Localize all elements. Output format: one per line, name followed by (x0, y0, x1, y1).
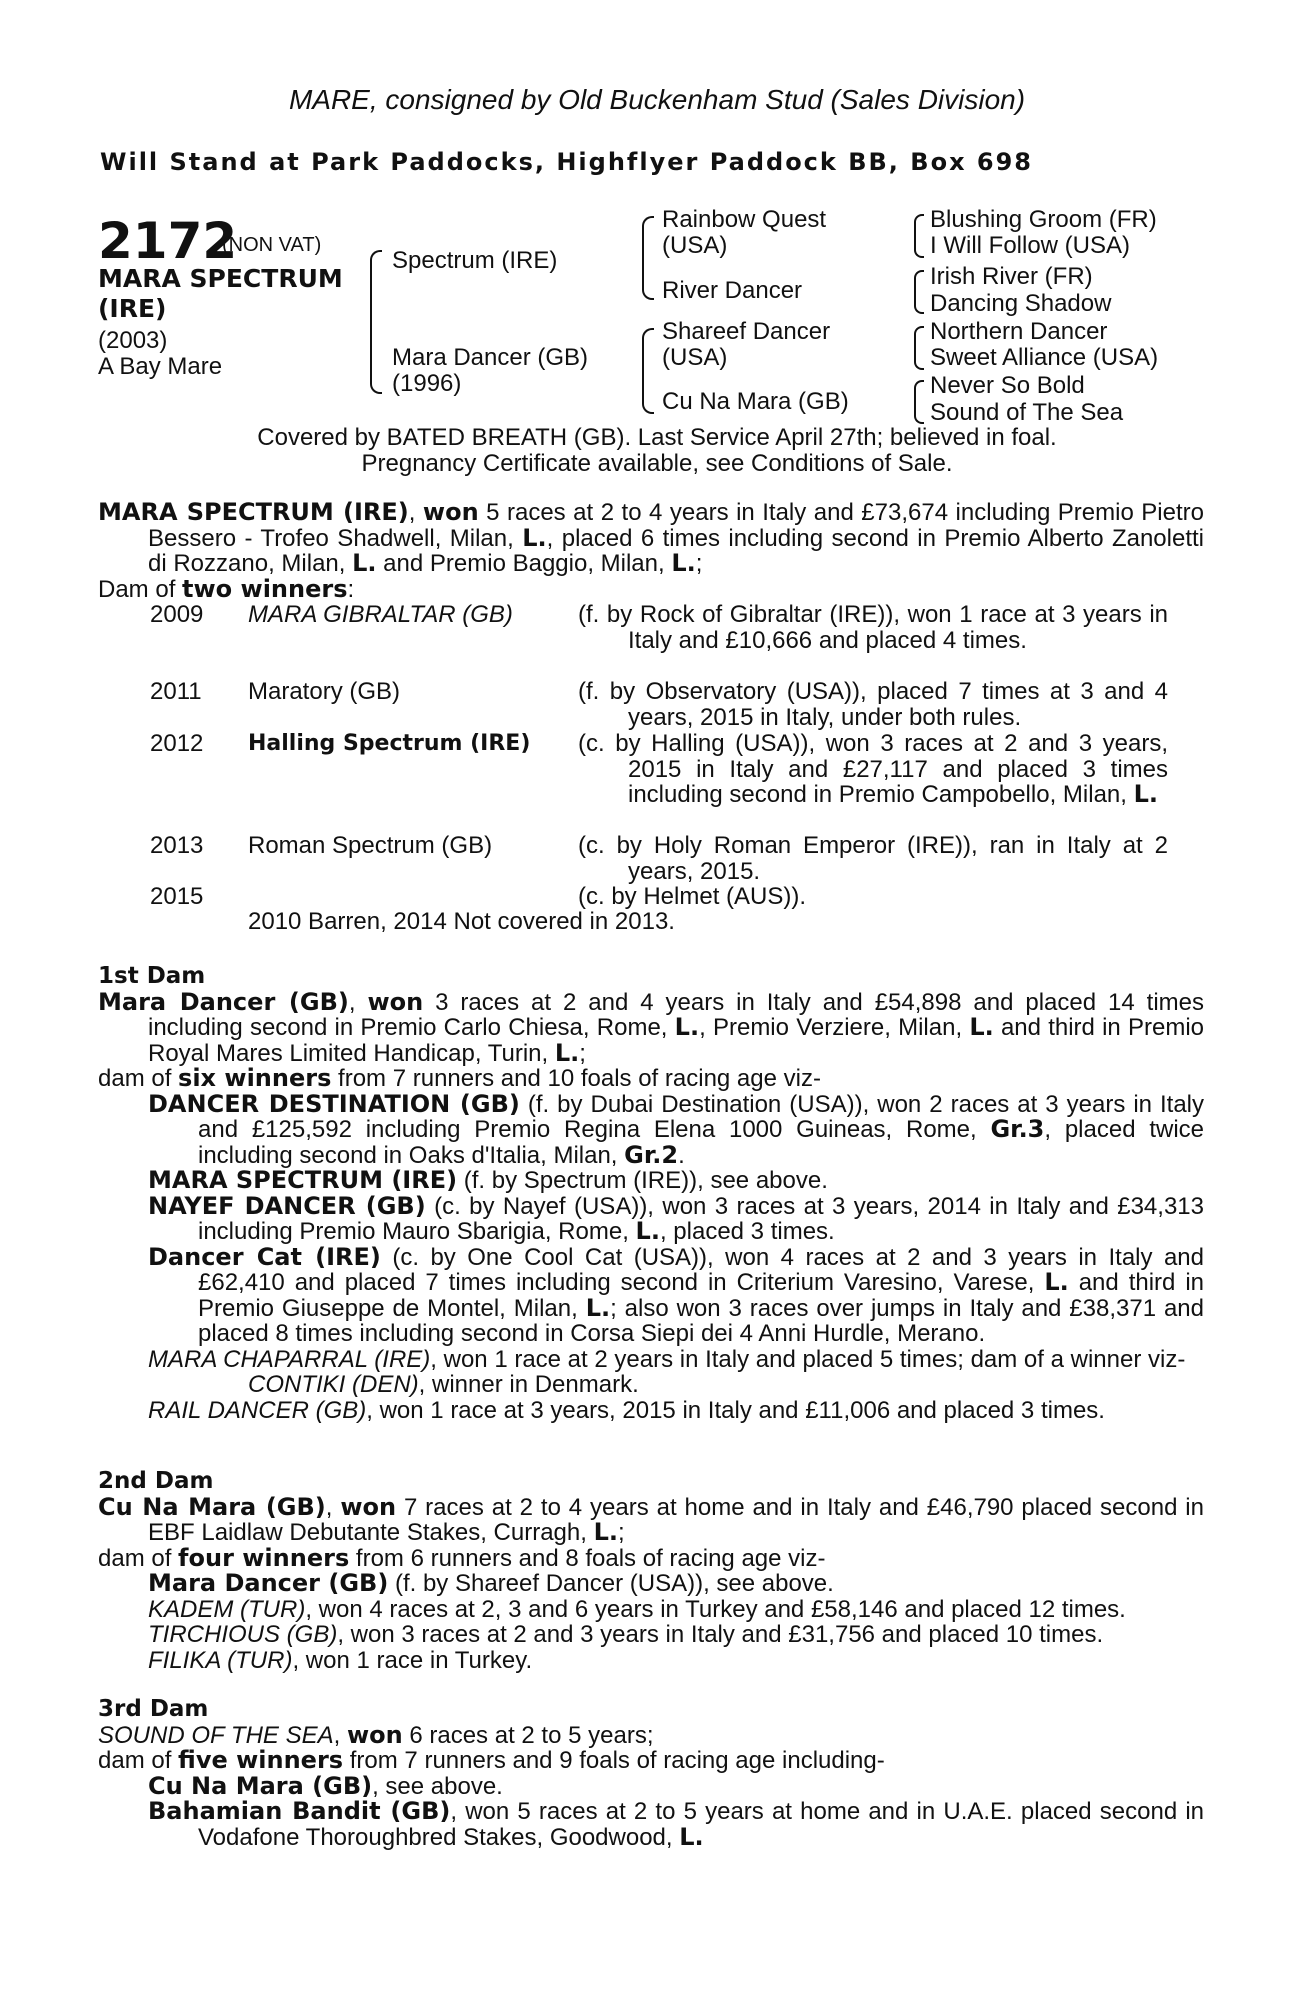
dam-text: , Premio Verziere, Milan, (699, 1014, 970, 1041)
section-heading: 3rd Dam (98, 1696, 209, 1722)
listed-marker: L. (352, 549, 377, 577)
produce-text: ; also won 3 races over jumps in Italy and £38,371 and placed 8 times including second in Corsa Siepi dei 4 Anni Hurdle, Merano. (198, 1294, 1205, 1347)
progeny-year: 2012 (150, 730, 204, 757)
listed-marker: L. (1133, 780, 1159, 808)
second-dam-produce (98, 1543, 1204, 1572)
progeny-desc: (f. by Observatory (USA)), placed 7 times at 3 and 4 years, 2015 in Italy, under both rules. (578, 678, 1168, 731)
produce-text: , placed 3 times. (659, 1218, 835, 1245)
mare-text: ; (695, 550, 703, 577)
produce-name: Dancer Cat (IRE) (148, 1242, 381, 1271)
listed-marker: L. (1044, 1268, 1069, 1296)
progeny-note: 2010 Barren, 2014 Not covered in 2013. (248, 908, 675, 935)
produce-name: Cu Na Mara (GB) (148, 1771, 373, 1800)
produce-text: (c. by Nayef (USA)), won 3 races at 3 years, 2014 in Italy and £34,313 including Premio Mauro Sbarigia, Rome, (198, 1192, 1204, 1245)
group-marker: Gr.2 (624, 1140, 679, 1169)
listed-marker: L. (674, 1013, 700, 1041)
dam-text: 3 races at 2 and 4 years in Italy and £54,898 and placed 14 times including second in Premio Carlo Chiesa, Rome, (148, 988, 1204, 1041)
progeny-desc (578, 731, 1168, 808)
progeny-desc: (c. by Helmet (AUS)). (578, 883, 807, 910)
dam-of-text: dam of (98, 1544, 179, 1572)
lot-number: 2172 (98, 212, 238, 270)
progeny-table (98, 601, 1204, 935)
mare-dam-of (98, 574, 1204, 603)
pedigree-brace-sd (914, 270, 924, 314)
dam-of-count: five winners (178, 1746, 344, 1774)
produce-text: (f. by Dubai Destination (USA)), won 2 races at 3 years in Italy and £125,592 including Premio Regina Elena 1000 Guineas, Rome, (198, 1090, 1205, 1143)
dam-text: ; (579, 1039, 586, 1067)
progeny-name: Halling Spectrum (IRE) (248, 731, 531, 756)
mare-won: won (422, 498, 479, 526)
pedigree-dam-line2: (1996) (392, 370, 462, 397)
pedigree-brace-main (370, 250, 382, 394)
progeny-year: 2013 (150, 832, 204, 859)
pedigree-dam-sire-line1: Shareef Dancer (662, 318, 831, 345)
dam-won: won (346, 1720, 403, 1749)
dam-of-text: from 6 runners and 8 foals of racing age viz- (349, 1544, 826, 1572)
produce-name: NAYEF DANCER (GB) (148, 1191, 426, 1220)
produce-text: , won 4 races at 2, 3 and 6 years in Turkey and £58,146 and placed 12 times. (305, 1595, 1126, 1623)
progeny-name: Maratory (GB) (248, 678, 401, 705)
horse-name (98, 264, 368, 324)
progeny-desc: (f. by Rock of Gibraltar (IRE)), won 1 race at 3 years in Italy and £10,666 and placed 4 times. (578, 601, 1168, 654)
pedigree-sire-sire-line2: (USA) (662, 232, 728, 259)
pedigree-dds: Never So Bold (930, 372, 1085, 399)
dam-name: Mara Dancer (GB) (98, 987, 349, 1016)
produce-text: and third in Premio Giuseppe de Montel, Milan, (198, 1269, 1205, 1322)
section-heading: 1st Dam (98, 963, 206, 989)
progeny-year: 2009 (150, 601, 204, 628)
produce-entry (98, 1799, 1204, 1850)
pedigree-sds: Irish River (FR) (930, 263, 1093, 290)
pedigree-sire-dam: River Dancer (662, 277, 803, 304)
mare-text: 5 races at 2 to 4 years in Italy and £73,674 including Premio Pietro Bessero - Trofeo Shadwell, Milan, (148, 499, 1204, 552)
vat-status: (NON VAT) (222, 234, 322, 256)
produce-name: MARA SPECTRUM (IRE) (148, 1166, 458, 1194)
produce-text: , see above. (372, 1772, 503, 1800)
listed-marker: L. (585, 1293, 611, 1322)
consignor-title: MARE, consigned by Old Buckenham Stud (Sales Division) (288, 84, 1026, 115)
second-dam-record: Cu Na Mara (GB), won 7 races at 2 to 4 years at home and in Italy and £46,790 placed second in EBF Laidlaw Debutante Stakes, Curragh, L.; (98, 1492, 1204, 1546)
pedigree-brace-dd (914, 380, 924, 424)
mare-record (98, 500, 1204, 602)
dam-of-text: dam of (98, 1747, 179, 1774)
produce-name: Bahamian Bandit (GB) (148, 1797, 451, 1825)
progeny-name: Roman Spectrum (GB) (248, 832, 493, 859)
produce-entry (98, 1089, 1205, 1169)
mare-record-paragraph: MARA SPECTRUM (IRE), won 5 races at 2 to 4 years in Italy and £73,674 including Premio Pietro Bessero - Trofeo Shadwell, Milan, L., placed 6 times including second in Premio Alberto Zanoletti di Rozzano, Milan, L. and Premio Baggio, Milan, L.; (98, 498, 1205, 577)
produce-text: , won 5 races at 2 to 5 years at home and in U.A.E. placed second in Vodafone Thoroughbred Stakes, Goodwood, (198, 1798, 1204, 1851)
third-dam-section (98, 1673, 1204, 1850)
produce-name: CONTIKI (DEN) (248, 1371, 419, 1398)
mare-text: , placed 6 times including second in Premio Alberto Zanoletti di Rozzano, Milan, (148, 524, 1205, 577)
second-dam-section (98, 1445, 1204, 1673)
produce-text: , placed twice including second in Oaks d'Italia, Milan, (198, 1116, 1205, 1169)
progeny-year: 2015 (150, 883, 204, 910)
mare-text: and Premio Baggio, Milan, (376, 550, 672, 577)
pedigree-sss: Blushing Groom (FR) (930, 206, 1157, 233)
pedigree-dsd: Sweet Alliance (USA) (930, 344, 1159, 371)
produce-entry (98, 1168, 1204, 1194)
produce-text: , won 3 races at 2 and 3 years in Italy and £31,756 and placed 10 times. (337, 1621, 1104, 1648)
dam-text: ; (618, 1519, 625, 1546)
mare-name: MARA SPECTRUM (IRE) (98, 498, 409, 526)
listed-marker: L. (635, 1217, 660, 1245)
third-dam-record: SOUND OF THE SEA, won 6 races at 2 to 5 years; (98, 1720, 654, 1749)
pedigree-ddd: Sound of The Sea (930, 399, 1124, 426)
dam-text: and third in Premio Royal Mares Limited Handicap, Turin, (148, 1014, 1204, 1067)
produce-name: RAIL DANCER (GB) (148, 1396, 367, 1424)
listed-marker: L. (554, 1038, 580, 1067)
produce-name: FILIKA (TUR) (148, 1646, 293, 1674)
pedigree-sire: Spectrum (IRE) (392, 247, 558, 274)
produce-text: . (678, 1141, 685, 1169)
dam-text: 7 races at 2 to 4 years at home and in Italy and £46,790 placed second in EBF Laidlaw Debutante Stakes, Curragh, (148, 1493, 1204, 1546)
produce-text: , won 1 race in Turkey. (292, 1646, 533, 1674)
produce-text: (f. by Spectrum (IRE)), see above. (457, 1167, 828, 1194)
produce-name: DANCER DESTINATION (GB) (148, 1089, 520, 1118)
first-dam-record: Mara Dancer (GB), won 3 races at 2 and 4 years in Italy and £54,898 and placed 14 times including second in Premio Carlo Chiesa, Rome, L., Premio Verziere, Milan, L. and third in Premio Royal Mares Limited Handicap, Turin, L.; (98, 987, 1204, 1067)
produce-entry (98, 1347, 1204, 1373)
produce-entry (98, 1622, 1204, 1648)
section-heading: 2nd Dam (98, 1468, 214, 1494)
dam-of-text: Dam of (98, 575, 183, 603)
dam-text: 6 races at 2 to 5 years; (402, 1721, 654, 1749)
pedigree-brace-ss (914, 214, 924, 258)
stand-location: Will Stand at Park Paddocks, Highflyer Paddock BB, Box 698 (100, 148, 1033, 176)
covered-by: Covered by BATED BREATH (GB). Last Service April 27th; believed in foal. (257, 424, 1057, 451)
progeny-year: 2011 (150, 678, 202, 705)
pedigree-ssd: I Will Follow (USA) (930, 232, 1131, 259)
horse-name-line1: MARA SPECTRUM (98, 264, 343, 293)
produce-entry (98, 1648, 1204, 1674)
produce-text: (f. by Shareef Dancer (USA)), see above. (388, 1570, 834, 1597)
produce-text: (c. by One Cool Cat (USA)), won 4 races at 2 and 3 years in Italy and £62,410 and placed 7 times including second in Criterium Varesino, Varese, (198, 1243, 1205, 1296)
listed-marker: L. (679, 1822, 704, 1851)
progeny-name: MARA GIBRALTAR (GB) (248, 601, 513, 628)
pedigree-sire-sire-line1: Rainbow Quest (662, 206, 827, 233)
horse-name-line2: (IRE) (98, 294, 167, 323)
foaling-year: (2003) (98, 327, 168, 354)
dam-of-text: from 7 runners and 10 foals of racing age viz- (331, 1065, 821, 1092)
dam-name: SOUND OF THE SEA (98, 1721, 334, 1749)
dam-of-text: from 7 runners and 9 foals of racing age including- (343, 1747, 885, 1774)
listed-marker: L. (969, 1013, 994, 1041)
pedigree-sdd: Dancing Shadow (930, 290, 1112, 317)
dam-won: won (367, 987, 424, 1016)
pregnancy-note: Pregnancy Certificate available, see Conditions of Sale. (361, 450, 953, 477)
pedigree-brace-ds (914, 326, 924, 370)
produce-entry (98, 1242, 1205, 1347)
pedigree-dam-dam: Cu Na Mara (GB) (662, 388, 849, 415)
listed-marker: L. (593, 1518, 618, 1546)
first-dam-section (98, 940, 1204, 1423)
produce-text: , won 1 race at 2 years in Italy and placed 5 times; dam of a winner viz- (430, 1345, 1186, 1373)
listed-marker: L. (671, 549, 696, 577)
progeny-desc-text: (c. by Halling (USA)), won 3 races at 2 and 3 years, 2015 in Italy and £27,117 and placed 3 times including second in Premio Campobello, Milan, (578, 730, 1168, 808)
produce-entry (98, 1771, 1204, 1800)
produce-text: , winner in Denmark. (418, 1371, 639, 1398)
produce-name: Mara Dancer (GB) (148, 1569, 389, 1597)
third-dam-produce (98, 1748, 1204, 1774)
pedigree-dam-line1: Mara Dancer (GB) (392, 344, 589, 371)
horse-description: A Bay Mare (98, 353, 223, 380)
group-marker: Gr.3 (990, 1115, 1045, 1143)
pedigree-dam-sire-line2: (USA) (662, 344, 728, 371)
produce-entry (98, 1571, 1204, 1597)
produce-name: TIRCHIOUS (GB) (148, 1621, 338, 1648)
dam-name: Cu Na Mara (GB) (98, 1492, 326, 1521)
produce-entry (98, 1597, 1204, 1623)
progeny-desc: (c. by Holy Roman Emperor (IRE)), ran in Italy at 2 years, 2015. (578, 832, 1168, 885)
produce-name: MARA CHAPARRAL (IRE) (148, 1345, 431, 1373)
pedigree-brace-sire (642, 216, 654, 300)
dam-won: won (340, 1492, 397, 1521)
dam-of-count: four winners (178, 1543, 350, 1572)
produce-entry (98, 1398, 1204, 1424)
dam-of-text: dam of (98, 1065, 179, 1092)
first-dam-produce (98, 1066, 1204, 1092)
dam-of-count: six winners (178, 1064, 332, 1092)
listed-marker: L. (522, 523, 547, 552)
produce-name: KADEM (TUR) (148, 1595, 306, 1623)
pedigree-dss: Northern Dancer (930, 318, 1108, 345)
produce-text: , won 1 race at 3 years, 2015 in Italy and £11,006 and placed 3 times. (366, 1396, 1105, 1424)
dam-of-count: two winners (182, 574, 348, 603)
produce-entry (98, 1372, 1204, 1398)
dam-of-text: : (347, 575, 355, 603)
produce-entry (98, 1191, 1204, 1245)
pedigree-brace-dam (642, 328, 654, 414)
